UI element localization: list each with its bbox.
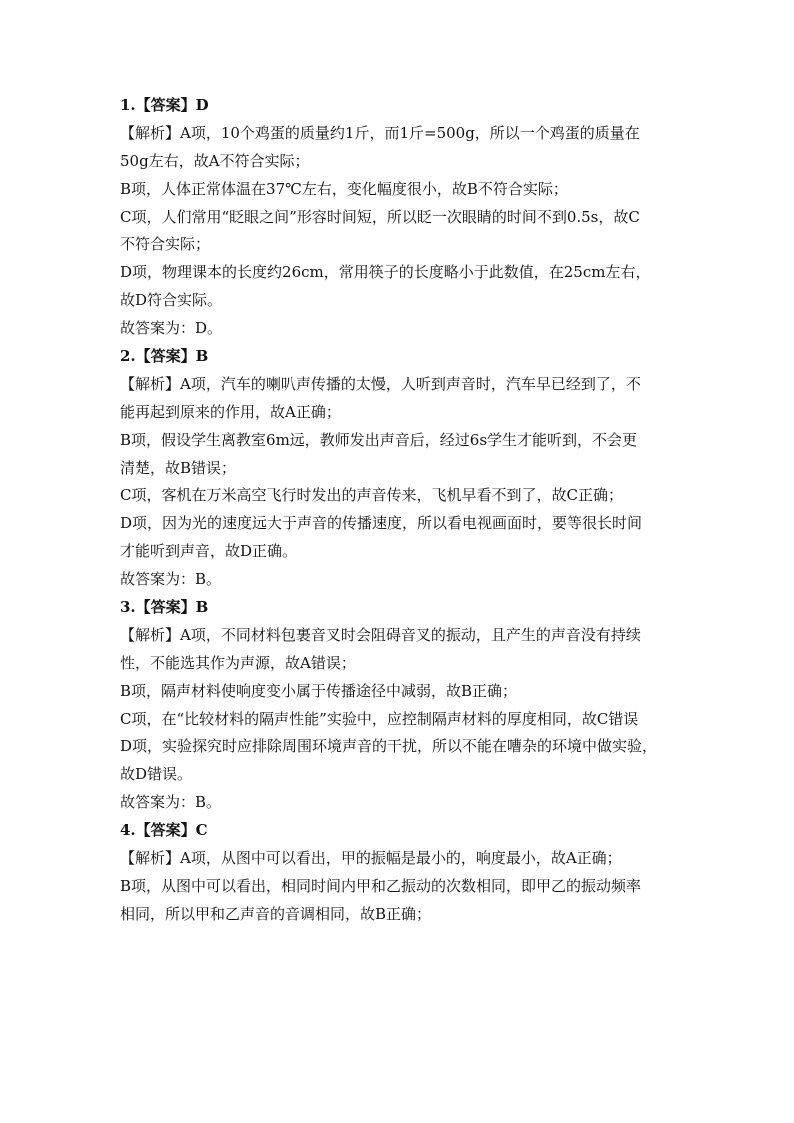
q4-explanation-line: B项，从图中可以看出，相同时间内甲和乙振动的次数相同，即甲乙的振动频率 [120,876,642,895]
q3-explanation-line: B项，隔声材料使响度变小属于传播途径中减弱，故B正确； [120,681,518,700]
q2-explanation-line: D项，因为光的速度远大于声音的传播速度，所以看电视画面时，要等很长时间 [120,514,643,533]
answer-explanations [120,92,680,929]
q4-answer: 4.【答案】C [120,821,208,840]
q1-explanation-line: 50g左右，故A不符合实际； [120,151,310,170]
q3-answer: 3.【答案】B [120,598,209,617]
q2-conclusion: 故答案为：B。 [120,570,222,589]
q1-explanation-line: B项，人体正常体温在37℃左右，变化幅度很小，故B不符合实际； [120,179,568,198]
q2-explanation-line: B项，假设学生离教室6m远，教师发出声音后，经过6s学生才能听到，不会更 [120,430,638,449]
q4-explanation-line: 相同，所以甲和乙声音的音调相同，故B正确； [120,904,432,923]
q3-explanation-line: 性，不能选其作为声源，故A错误； [120,653,356,672]
q2-answer: 2.【答案】B [120,347,209,366]
q4-explanation-line: 【解析】A项，从图中可以看出，甲的振幅是最小的，响度最小，故A正确； [120,849,622,868]
q3-explanation-line: 故D错误。 [120,765,193,784]
q3-explanation-line: D项，实验探究时应排除周围环境声音的干扰，所以不能在嘈杂的环境中做实验， [120,737,658,756]
q1-explanation-line: 故D符合实际。 [120,291,223,310]
q2-explanation-line: 清楚，故B错误； [120,458,237,477]
q2-explanation-line: C项，客机在万米高空飞行时发出的声音传来，飞机早看不到了，故C正确； [120,486,623,505]
q1-answer: 1.【答案】D [120,96,209,114]
q1-explanation-line: 【解析】A项，10个鸡蛋的质量约1斤，而1斤=500g，所以一个鸡蛋的质量在 [120,123,640,142]
q3-explanation-line: C项，在“比较材料的隔声性能”实验中，应控制隔声材料的厚度相同，故C错误 [120,709,639,728]
q1-explanation-line: 不符合实际； [120,235,211,254]
q1-conclusion: 故答案为：D。 [120,319,223,338]
q2-explanation-line: 能再起到原来的作用，故A正确； [120,402,341,421]
q3-explanation-line: 【解析】A项，不同材料包裹音叉时会阻碍音叉的振动，且产生的声音没有持续 [120,625,641,644]
q1-explanation-line: C项，人们常用“眨眼之间”形容时间短，所以眨一次眼睛的时间不到0.5s，故C [120,207,640,226]
q3-conclusion: 故答案为：B。 [120,793,222,812]
q2-explanation-line: 才能听到声音，故D正确。 [120,542,298,561]
q1-explanation-line: D项，物理课本的长度约26cm，常用筷子的长度略小于此数值，在25cm左右， [120,263,651,282]
q2-explanation-line: 【解析】A项，汽车的喇叭声传播的太慢，人听到声音时，汽车早已经到了，不 [120,374,641,393]
